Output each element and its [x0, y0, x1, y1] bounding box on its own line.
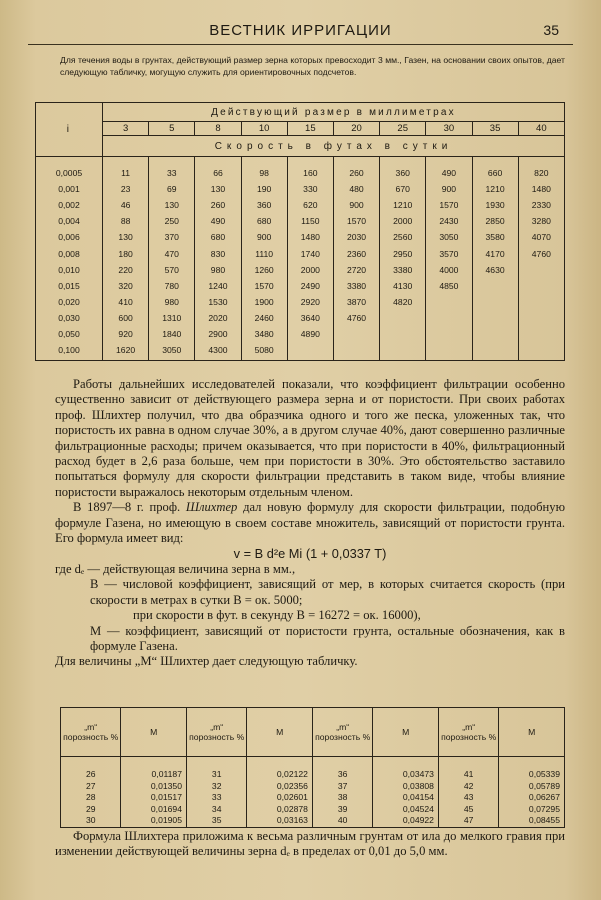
velocity-cell [380, 342, 426, 361]
velocity-cell: 2720 [333, 262, 379, 278]
velocity-cell [518, 262, 564, 278]
velocity-cell [518, 278, 564, 294]
grain-size-cell: 30 [426, 122, 472, 136]
velocity-cell: 410 [103, 294, 149, 310]
table-row [36, 181, 565, 197]
velocity-cell: 1260 [241, 262, 287, 278]
porosity-header: „m“ порозность % [312, 708, 372, 757]
table-row [61, 804, 565, 816]
velocity-cell: 2950 [380, 245, 426, 261]
porosity-table-body [61, 757, 565, 828]
m-value-cell: 0,02356 [247, 781, 313, 793]
table-row [36, 229, 565, 245]
m-value-cell: 0,03163 [247, 815, 313, 827]
porosity-cell: 45 [438, 804, 498, 816]
porosity-header: „m“ порозность % [61, 708, 121, 757]
velocity-cell [472, 326, 518, 342]
velocity-cell: 2430 [426, 213, 472, 229]
velocity-cell: 2490 [287, 278, 333, 294]
velocity-cell: 3580 [472, 229, 518, 245]
grain-size-cell: 5 [149, 122, 195, 136]
velocity-cell: 11 [103, 157, 149, 182]
m-value-cell: 0,04524 [373, 804, 439, 816]
porosity-cell: 36 [312, 757, 372, 781]
velocity-cell: 3570 [426, 245, 472, 261]
velocity-cell: 780 [149, 278, 195, 294]
velocity-cell: 680 [195, 229, 241, 245]
velocity-cell: 220 [103, 262, 149, 278]
porosity-cell: 47 [438, 815, 498, 827]
m-header: M [373, 708, 439, 757]
velocity-cell [287, 342, 333, 361]
table-row [36, 310, 565, 326]
velocity-cell: 680 [241, 213, 287, 229]
m-header: M [499, 708, 565, 757]
velocity-cell: 1210 [380, 197, 426, 213]
gradient-cell: 0,030 [36, 310, 103, 326]
gradient-cell: 0,050 [36, 326, 103, 342]
velocity-cell: 66 [195, 157, 241, 182]
grain-size-cell: 40 [518, 122, 564, 136]
velocity-cell: 260 [195, 197, 241, 213]
velocity-cell [380, 326, 426, 342]
velocity-table-body [36, 157, 565, 361]
velocity-cell: 1240 [195, 278, 241, 294]
velocity-cell: 180 [103, 245, 149, 261]
velocity-cell: 4760 [333, 310, 379, 326]
m-value-cell: 0,01517 [121, 792, 187, 804]
velocity-cell: 3050 [149, 342, 195, 361]
velocity-cell: 4820 [380, 294, 426, 310]
table-row [36, 213, 565, 229]
body-text [55, 377, 565, 670]
table-row [36, 294, 565, 310]
velocity-cell [472, 310, 518, 326]
velocity-cell: 3380 [380, 262, 426, 278]
table-m-intro: Для величины „M“ Шлихтер дает следующую табличку. [55, 654, 358, 669]
velocity-cell: 46 [103, 197, 149, 213]
velocity-cell: 370 [149, 229, 195, 245]
velocity-cell: 620 [287, 197, 333, 213]
paragraph-schlichter [55, 500, 565, 546]
velocity-cell: 2920 [287, 294, 333, 310]
velocity-cell: 820 [518, 157, 564, 182]
definition-m: M — коэффициент, зависящий от пористости грунта, остальные обозначения, как в формуле Газена. [90, 623, 565, 653]
velocity-cell: 670 [380, 181, 426, 197]
table-row [61, 781, 565, 793]
m-value-cell: 0,07295 [499, 804, 565, 816]
m-value-cell: 0,02601 [247, 792, 313, 804]
gradient-cell: 0,100 [36, 342, 103, 361]
porosity-header: „m“ порозность % [438, 708, 498, 757]
velocity-cell: 980 [149, 294, 195, 310]
velocity-cell: 88 [103, 213, 149, 229]
porosity-cell: 40 [312, 815, 372, 827]
velocity-cell [472, 294, 518, 310]
velocity-cell: 1840 [149, 326, 195, 342]
porosity-cell: 30 [61, 815, 121, 827]
m-value-cell: 0,04154 [373, 792, 439, 804]
velocity-cell: 490 [195, 213, 241, 229]
velocity-cell [426, 342, 472, 361]
porosity-cell: 42 [438, 781, 498, 793]
velocity-cell: 1310 [149, 310, 195, 326]
velocity-cell: 1110 [241, 245, 287, 261]
velocity-cell: 3280 [518, 213, 564, 229]
velocity-cell: 2900 [195, 326, 241, 342]
velocity-cell [472, 342, 518, 361]
velocity-cell [333, 326, 379, 342]
velocity-cell [426, 294, 472, 310]
velocity-cell [518, 310, 564, 326]
velocity-cell: 470 [149, 245, 195, 261]
velocity-cell: 980 [195, 262, 241, 278]
velocity-cell: 4130 [380, 278, 426, 294]
m-value-cell: 0,01905 [121, 815, 187, 827]
velocity-cell [426, 310, 472, 326]
velocity-cell: 3380 [333, 278, 379, 294]
velocity-cell: 130 [195, 181, 241, 197]
velocity-cell: 1480 [518, 181, 564, 197]
m-value-cell: 0,01187 [121, 757, 187, 781]
porosity-cell: 32 [186, 781, 246, 793]
velocity-cell: 23 [103, 181, 149, 197]
table-row [36, 326, 565, 342]
final-text: Формула Шлихтера приложима к весьма различным грунтам от ила до мелкого гравия при изменении действующей величины зерна dₑ в пределах от 0,01 до 5,0 мм. [55, 829, 565, 859]
velocity-cell: 260 [333, 157, 379, 182]
m-value-cell: 0,02122 [247, 757, 313, 781]
porosity-cell: 37 [312, 781, 372, 793]
table-row [61, 792, 565, 804]
page-header [0, 22, 601, 42]
velocity-cell: 2560 [380, 229, 426, 245]
m-value-cell: 0,01694 [121, 804, 187, 816]
velocity-cell: 4760 [518, 245, 564, 261]
velocity-cell: 900 [333, 197, 379, 213]
definition-de: где dₑ — действующая величина зерна в мм., [55, 561, 296, 576]
velocity-cell: 4170 [472, 245, 518, 261]
velocity-cell [333, 342, 379, 361]
schlichter-name: Шлихтер [185, 500, 238, 515]
velocity-cell: 4070 [518, 229, 564, 245]
header-rule [28, 44, 573, 45]
porosity-cell: 43 [438, 792, 498, 804]
velocity-cell [518, 326, 564, 342]
table-row [36, 278, 565, 294]
m-value-cell: 0,04922 [373, 815, 439, 827]
paragraph-schlichter-rest: дал новую формулу для скорости фильтрации, подобную формуле Газена, но имеющую в своем составе множитель, зависящий от пористости грунта. Его формула имеет вид: [55, 500, 566, 546]
m-value-cell: 0,05789 [499, 781, 565, 793]
velocity-cell: 1900 [241, 294, 287, 310]
velocity-cell [380, 310, 426, 326]
velocity-cell: 4850 [426, 278, 472, 294]
velocity-cell: 1740 [287, 245, 333, 261]
table-row [36, 245, 565, 261]
definition-b-cont: при скорости в фут. в секунду B = 16272 = ок. 16000), [133, 608, 421, 623]
gradient-cell: 0,008 [36, 245, 103, 261]
m-value-cell: 0,02878 [247, 804, 313, 816]
velocity-cell: 2460 [241, 310, 287, 326]
velocity-cell: 3480 [241, 326, 287, 342]
velocity-cell: 900 [241, 229, 287, 245]
gradient-cell: 0,020 [36, 294, 103, 310]
velocity-table [35, 102, 565, 361]
paragraph-filtration: Работы дальнейших исследователей показали, что коэффициент фильтрации особенно существенно зависит от действующего размера зерна и от пористости. При своих работах проф. Шлихтер получил, что два образчика одного и того же песка, уложенных так, что пористость их равна в одном случае 30%, а в другом случае 40%, дают совершенно различные фильтрационные расходы; причем оказывается, что при пористости в 40%, фильтрационный расход будет в 2,6 раза больше, чем при пористости в 30%. Это обстоятельство заставило попытаться формулу для скорости фильтрации представить в таком виде, чтобы влияние пористости выражалось некоторым отдельным членом. [55, 377, 565, 499]
gradient-cell: 0,006 [36, 229, 103, 245]
velocity-cell: 250 [149, 213, 195, 229]
gradient-cell: 0,004 [36, 213, 103, 229]
gradient-cell: 0,010 [36, 262, 103, 278]
m-value-cell: 0,03473 [373, 757, 439, 781]
definition-b: B — числовой коэффициент, зависящий от мер, в которых считается скорость (при скорости в метрах в сутки B = ок. 5000; [90, 577, 565, 607]
journal-title: ВЕСТНИК ИРРИГАЦИИ [209, 22, 392, 39]
porosity-cell: 38 [312, 792, 372, 804]
schlichter-formula: v = B d²e Mi (1 + 0,0337 T) [233, 546, 387, 562]
velocity-cell: 3640 [287, 310, 333, 326]
velocity-cell: 2330 [518, 197, 564, 213]
grain-size-cell: 25 [380, 122, 426, 136]
porosity-cell: 31 [186, 757, 246, 781]
velocity-cell: 1570 [426, 197, 472, 213]
page-number: 35 [543, 22, 559, 38]
velocity-cell: 1210 [472, 181, 518, 197]
m-value-cell: 0,01350 [121, 781, 187, 793]
grain-size-row [36, 122, 565, 136]
velocity-cell: 2360 [333, 245, 379, 261]
velocity-cell: 3050 [426, 229, 472, 245]
velocity-cell: 1570 [333, 213, 379, 229]
table-row [61, 757, 565, 781]
velocity-cell: 570 [149, 262, 195, 278]
velocity-cell: 1570 [241, 278, 287, 294]
porosity-header: „m“ порозность % [186, 708, 246, 757]
grain-size-cell: 10 [241, 122, 287, 136]
speed-header: Скорость в футах в сутки [103, 136, 565, 157]
velocity-cell: 4300 [195, 342, 241, 361]
velocity-cell: 33 [149, 157, 195, 182]
m-value-cell: 0,05339 [499, 757, 565, 781]
grain-size-cell: 20 [333, 122, 379, 136]
velocity-cell: 1150 [287, 213, 333, 229]
porosity-cell: 29 [61, 804, 121, 816]
m-header: M [247, 708, 313, 757]
grain-size-cell: 15 [287, 122, 333, 136]
velocity-cell: 600 [103, 310, 149, 326]
velocity-cell: 490 [426, 157, 472, 182]
table-row [61, 815, 565, 827]
velocity-cell: 69 [149, 181, 195, 197]
i-column-header: i [36, 103, 103, 157]
velocity-cell: 190 [241, 181, 287, 197]
porosity-cell: 41 [438, 757, 498, 781]
velocity-cell: 1530 [195, 294, 241, 310]
grain-size-cell: 8 [195, 122, 241, 136]
velocity-cell: 480 [333, 181, 379, 197]
velocity-cell: 4630 [472, 262, 518, 278]
m-header: M [121, 708, 187, 757]
velocity-cell [472, 278, 518, 294]
porosity-cell: 27 [61, 781, 121, 793]
porosity-cell: 33 [186, 792, 246, 804]
velocity-cell: 900 [426, 181, 472, 197]
grain-size-cell: 3 [103, 122, 149, 136]
velocity-cell: 160 [287, 157, 333, 182]
porosity-cell: 28 [61, 792, 121, 804]
porosity-table [60, 707, 565, 828]
velocity-cell: 360 [241, 197, 287, 213]
velocity-cell: 3870 [333, 294, 379, 310]
velocity-cell: 2020 [195, 310, 241, 326]
m-value-cell: 0,08455 [499, 815, 565, 827]
velocity-cell: 2850 [472, 213, 518, 229]
velocity-cell: 4890 [287, 326, 333, 342]
intro-paragraph: Для течения воды в грунтах, действующий размер зерна которых превосходит 3 мм., Газен, на основании своих опытов, дает следующую табличку, могущую служить для ориентировочных подсчетов. [60, 55, 565, 77]
table-row [36, 157, 565, 182]
final-paragraph [55, 829, 565, 860]
grain-size-cell: 35 [472, 122, 518, 136]
velocity-cell: 4000 [426, 262, 472, 278]
velocity-cell: 1930 [472, 197, 518, 213]
grain-size-header: Действующий размер в миллиметрах [103, 103, 565, 122]
velocity-cell: 2000 [287, 262, 333, 278]
velocity-cell: 330 [287, 181, 333, 197]
m-value-cell: 0,03808 [373, 781, 439, 793]
velocity-cell: 830 [195, 245, 241, 261]
velocity-cell [518, 342, 564, 361]
gradient-cell: 0,002 [36, 197, 103, 213]
velocity-cell: 920 [103, 326, 149, 342]
velocity-cell: 2000 [380, 213, 426, 229]
porosity-cell: 39 [312, 804, 372, 816]
velocity-cell: 5080 [241, 342, 287, 361]
gradient-cell: 0,0005 [36, 157, 103, 182]
table-row [36, 342, 565, 361]
porosity-cell: 34 [186, 804, 246, 816]
velocity-cell: 1620 [103, 342, 149, 361]
velocity-cell: 360 [380, 157, 426, 182]
porosity-cell: 35 [186, 815, 246, 827]
table-row [36, 262, 565, 278]
gradient-cell: 0,015 [36, 278, 103, 294]
velocity-cell: 2030 [333, 229, 379, 245]
porosity-cell: 26 [61, 757, 121, 781]
m-value-cell: 0,06267 [499, 792, 565, 804]
velocity-cell: 98 [241, 157, 287, 182]
velocity-cell: 130 [103, 229, 149, 245]
velocity-cell: 660 [472, 157, 518, 182]
velocity-cell [426, 326, 472, 342]
velocity-cell [518, 294, 564, 310]
paragraph-schlichter-start: В 1897—8 г. проф. [73, 500, 186, 515]
velocity-cell: 130 [149, 197, 195, 213]
gradient-cell: 0,001 [36, 181, 103, 197]
table-row [36, 197, 565, 213]
velocity-cell: 320 [103, 278, 149, 294]
velocity-cell: 1480 [287, 229, 333, 245]
